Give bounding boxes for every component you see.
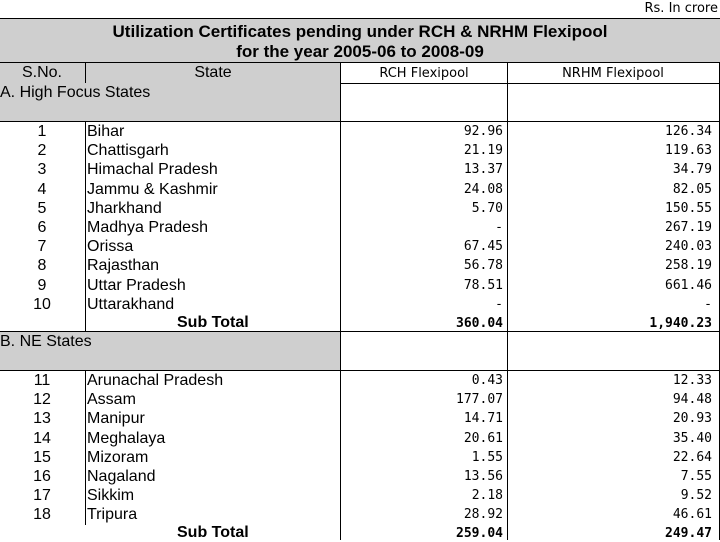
row-nrhm: 34.79 <box>672 162 712 178</box>
unit-label: Rs. In crore <box>644 1 718 16</box>
table-row <box>0 218 720 237</box>
row-rch: 13.56 <box>463 468 503 484</box>
row-nrhm: - <box>704 296 712 312</box>
row-nrhm: 94.48 <box>672 392 712 408</box>
row-rch: 92.96 <box>463 124 503 139</box>
row-rch: 28.92 <box>463 507 503 523</box>
table-row <box>0 467 720 486</box>
row-state: Assam <box>87 391 136 409</box>
title-line-2: for the year 2005-06 to 2008-09 <box>236 42 484 61</box>
row-state: Sikkim <box>87 487 135 505</box>
row-sno: 7 <box>37 238 47 256</box>
row-sno: 14 <box>33 429 51 447</box>
row-state: Jharkhand <box>87 199 162 217</box>
subtotal-rch: 259.04 <box>456 526 503 541</box>
subtotal-rch: 360.04 <box>456 316 503 331</box>
table-row <box>0 160 720 179</box>
row-rch: 177.07 <box>456 392 503 408</box>
row-sno: 18 <box>33 506 51 524</box>
row-sno: 17 <box>33 487 51 505</box>
row-nrhm: 7.55 <box>680 468 712 484</box>
section-heading: A. High Focus States <box>0 84 151 101</box>
row-state: Uttar Pradesh <box>87 276 186 294</box>
table-row <box>0 448 720 467</box>
row-sno: 2 <box>37 142 47 160</box>
row-state: Arunachal Pradesh <box>87 372 224 389</box>
row-state: Madhya Pradesh <box>87 218 208 236</box>
row-sno: 15 <box>33 448 51 466</box>
row-rch: 78.51 <box>463 277 503 293</box>
table-row <box>0 141 720 160</box>
row-rch: 0.43 <box>471 373 503 388</box>
table-row <box>0 276 720 295</box>
row-state: Mizoram <box>87 448 149 466</box>
row-sno: 13 <box>33 410 51 428</box>
table-row <box>0 429 720 448</box>
column-header-nrhm: NRHM Flexipool <box>562 66 664 81</box>
row-nrhm: 12.33 <box>672 373 712 388</box>
row-nrhm: 9.52 <box>680 488 712 504</box>
row-nrhm: 82.05 <box>672 181 712 197</box>
row-sno: 6 <box>37 218 47 236</box>
row-state: Manipur <box>87 410 145 428</box>
subtotal-nrhm: 249.47 <box>665 526 712 541</box>
row-nrhm: 35.40 <box>672 430 712 446</box>
row-sno: 8 <box>37 257 47 275</box>
row-nrhm: 267.19 <box>665 219 712 235</box>
row-rch: 21.19 <box>463 143 503 159</box>
table-row <box>0 390 720 409</box>
table-row <box>0 237 720 256</box>
column-header-rch: RCH Flexipool <box>379 66 469 81</box>
row-sno: 1 <box>37 123 47 140</box>
row-state: Meghalaya <box>87 429 166 447</box>
row-state: Bihar <box>87 123 125 140</box>
table-row <box>0 409 720 428</box>
row-rch: 67.45 <box>463 239 503 255</box>
row-nrhm: 22.64 <box>672 449 712 465</box>
row-sno: 10 <box>33 295 51 313</box>
row-rch: - <box>495 219 503 235</box>
row-nrhm: 258.19 <box>665 258 712 274</box>
row-rch: 1.55 <box>471 449 503 465</box>
row-sno: 11 <box>33 372 51 389</box>
row-state: Jammu & Kashmir <box>87 180 218 198</box>
row-nrhm: 150.55 <box>665 200 712 216</box>
row-sno: 9 <box>37 276 47 294</box>
row-rch: 56.78 <box>463 258 503 274</box>
section-a-rows <box>0 122 720 314</box>
row-state: Rajasthan <box>87 257 160 275</box>
subtotal-label: Sub Total <box>177 524 249 541</box>
column-header-sno: S.No. <box>21 64 62 81</box>
section-heading: B. NE States <box>0 333 92 350</box>
row-sno: 3 <box>37 161 47 179</box>
table-row <box>0 199 720 218</box>
row-rch: - <box>495 296 503 312</box>
row-nrhm: 46.61 <box>672 507 712 523</box>
row-nrhm: 240.03 <box>665 239 712 255</box>
table-row <box>0 486 720 505</box>
row-state: Orissa <box>87 238 134 256</box>
subtotal-nrhm: 1,940.23 <box>649 316 712 331</box>
row-nrhm: 126.34 <box>665 124 712 139</box>
row-state: Uttarakhand <box>87 295 175 313</box>
title-line-1: Utilization Certificates pending under RCH & NRHM Flexipool <box>112 22 608 41</box>
table-row <box>0 505 720 524</box>
row-state: Nagaland <box>87 467 156 485</box>
table-row <box>0 180 720 199</box>
row-rch: 13.37 <box>463 162 503 178</box>
table-row <box>0 256 720 275</box>
row-state: Tripura <box>87 506 138 524</box>
row-nrhm: 20.93 <box>672 411 712 427</box>
table-title <box>0 18 720 63</box>
row-sno: 12 <box>33 391 51 409</box>
row-rch: 24.08 <box>463 181 503 197</box>
row-state: Himachal Pradesh <box>87 161 218 179</box>
row-sno: 5 <box>37 199 47 217</box>
row-rch: 14.71 <box>463 411 503 427</box>
column-header-state: State <box>194 64 232 81</box>
row-rch: 20.61 <box>463 430 503 446</box>
row-rch: 5.70 <box>471 200 503 216</box>
row-sno: 4 <box>37 180 47 198</box>
subtotal-label: Sub Total <box>177 314 249 331</box>
row-state: Chattisgarh <box>87 142 169 160</box>
row-rch: 2.18 <box>471 488 503 504</box>
table-row <box>0 295 720 314</box>
row-nrhm: 119.63 <box>665 143 712 159</box>
section-b-rows <box>0 371 720 525</box>
row-sno: 16 <box>33 467 51 485</box>
table-row <box>0 371 720 390</box>
table-row <box>0 122 720 141</box>
row-nrhm: 661.46 <box>665 277 712 293</box>
